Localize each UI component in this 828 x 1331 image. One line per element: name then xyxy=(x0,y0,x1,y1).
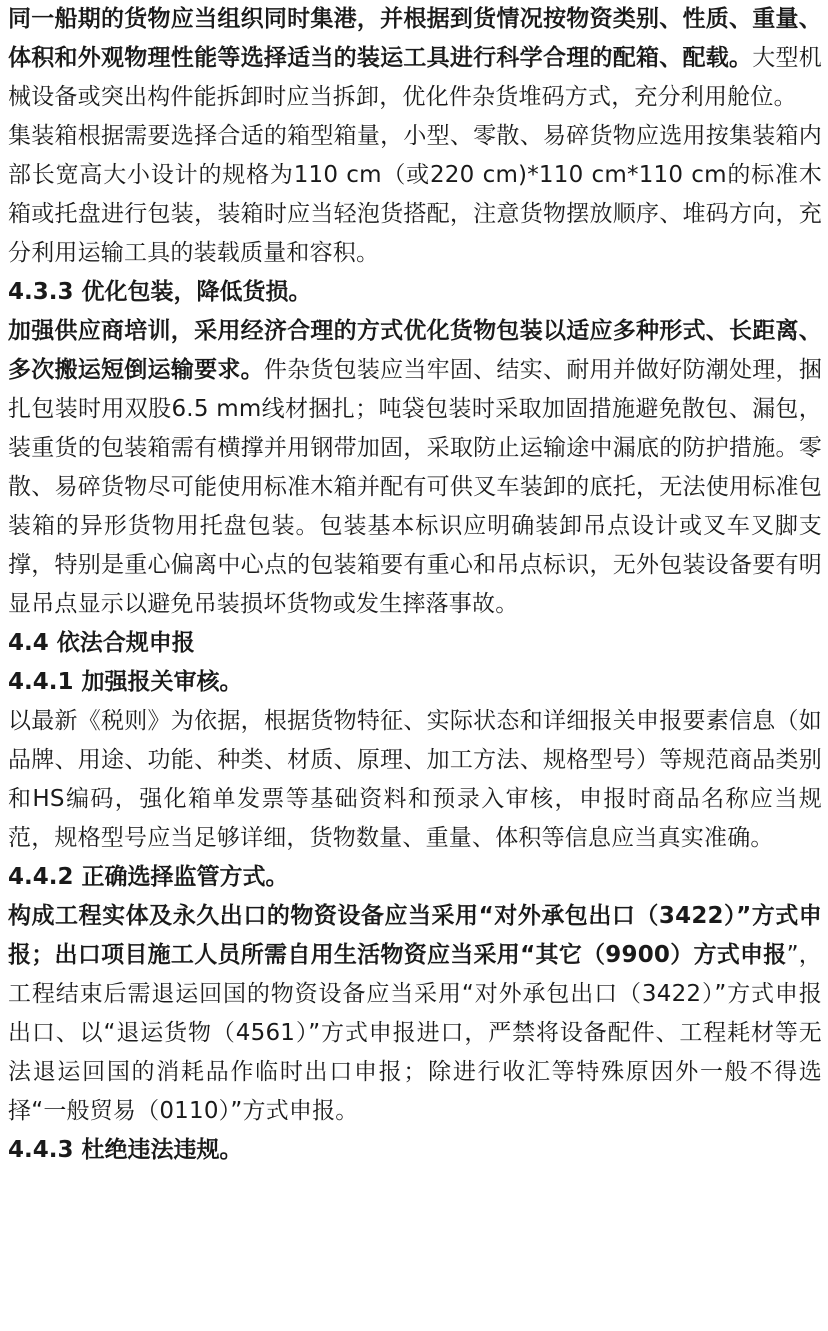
paragraph-supervision-mode xyxy=(8,897,822,1131)
section-heading-4-4-3: 4.4.3 杜绝违法违规。 xyxy=(8,1137,243,1163)
paragraph-body: 以最新《税则》为依据，根据货物特征、实际状态和详细报关申报要素信息（如品牌、用途、功能、种类、材质、原理、加工方法、规格型号）等规范商品类别和HS编码，强化箱单发票等基础资料和预录入审核，申报时商品名称应当规范，规格型号应当足够详细，货物数量、重量、体积等信息应当真实准确。 xyxy=(8,708,822,851)
paragraph-body: 集装箱根据需要选择合适的箱型箱量，小型、零散、易碎货物应选用按集装箱内部长宽高大小设计的规格为110 cm（或220 cm)*110 cm*110 cm的标准木箱或托盘进行包装，装箱时应当轻泡货搭配，注意货物摆放顺序、堆码方向，充分利用运输工具的装载质量和容积。 xyxy=(8,123,822,266)
paragraph-body: 件杂货包装应当牢固、结实、耐用并做好防潮处理，捆扎包装时用双股6.5 mm线材捆扎；吨袋包装时采取加固措施避免散包、漏包，装重货的包装箱需有横撑并用钢带加固，采取防止运输途中漏底的防护措施。零散、易碎货物尽可能使用标准木箱并配有可供叉车装卸的底托，无法使用标准包装箱的异形货物用托盘包装。包装基本标识应明确装卸吊点设计或叉车叉脚支撑，特别是重心偏离中心点的包装箱要有重心和吊点标识，无外包装设备要有明显吊点显示以避免吊装损坏货物或发生摔落事故。 xyxy=(8,357,822,617)
paragraph-bold-lead: 加强供应商培训，采用经济合理的方式优化货物包装以适应多种形式、长距离、多次搬运短倒运输要求。 xyxy=(8,318,822,383)
paragraph-body: 大型机械设备或突出构件能拆卸时应当拆卸，优化件杂货堆码方式，充分利用舱位。 xyxy=(8,45,822,110)
section-heading-4-4: 4.4 依法合规申报 xyxy=(8,630,195,656)
paragraph-customs-review xyxy=(8,702,822,858)
paragraph-container-boxing xyxy=(8,117,822,273)
paragraph-bold-lead: 同一船期的货物应当组织同时集港，并根据到货情况按物资类别、性质、重量、体积和外观物理性能等选择适当的装运工具进行科学合理的配箱、配载。 xyxy=(8,6,822,71)
paragraph-container-loading xyxy=(8,0,822,117)
section-heading-4-4-1: 4.4.1 加强报关审核。 xyxy=(8,669,243,695)
section-heading-4-3-3: 4.3.3 优化包装，降低货损。 xyxy=(8,279,312,305)
paragraph-bold-lead: 构成工程实体及永久出口的物资设备应当采用“对外承包出口（3422）”方式申报；出口项目施工人员所需自用生活物资应当采用“其它（9900）方式申报 xyxy=(8,903,822,968)
section-heading-4-4-2: 4.4.2 正确选择监管方式。 xyxy=(8,864,289,890)
paragraph-body: ”，工程结束后需退运回国的物资设备应当采用“对外承包出口（3422）”方式申报出口、以“退运货物（4561）”方式申报进口，严禁将设备配件、工程耗材等无法退运回国的消耗品作临时出口申报；除进行收汇等特殊原因外一般不得选择“一般贸易（0110）”方式申报。 xyxy=(8,942,822,1124)
paragraph-packaging xyxy=(8,312,822,624)
